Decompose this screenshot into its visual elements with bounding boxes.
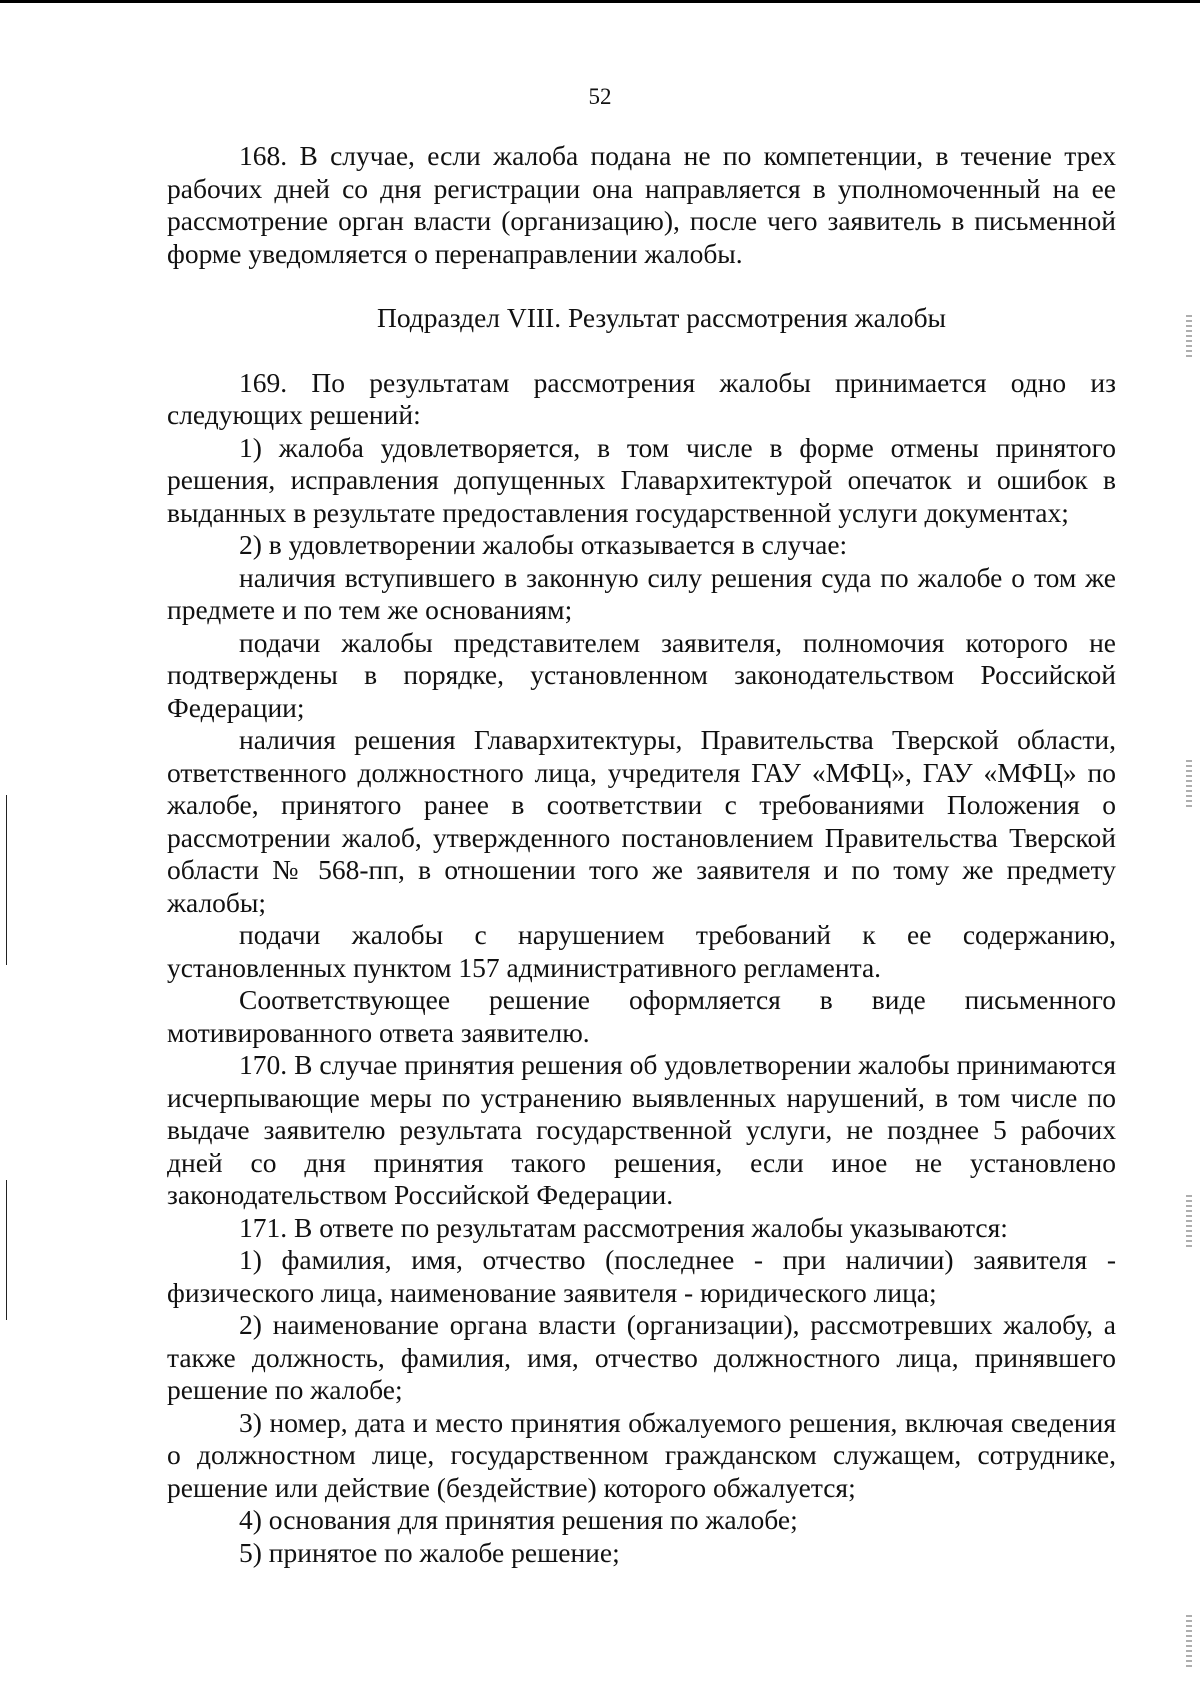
scan-artifact-right <box>1186 315 1192 360</box>
list-item: 4) основания для принятия решения по жалобе; <box>239 1504 798 1535</box>
paragraph-169: 169. По результатам рассмотрения жалобы принимается одно из следующих решений: <box>167 366 1116 430</box>
scan-top-edge <box>0 0 1200 3</box>
list-item: наличия решения Главархитектуры, Правительства Тверской области, ответственного должностного лица, учредителя ГАУ «МФЦ», ГАУ «МФЦ» по жалобе, принятого ранее в соответствии с требованиями Положения о рассмотрении жалоб, утвержденного постановлением Правительства Тверской области № 568-пп, в отношении того же заявителя и по тому же предмету жалобы; <box>167 724 1116 918</box>
list-item: 5) принятое по жалобе решение; <box>239 1536 620 1568</box>
scan-artifact-right <box>1186 760 1192 810</box>
list-item: подачи жалобы представителем заявителя, полномочия которого не подтверждены в порядке, установленном законодательством Российской Федерации; <box>167 626 1116 723</box>
scan-artifact-left <box>6 1180 7 1320</box>
paragraph-168: 168. В случае, если жалоба подана не по компетенции, в течение трех рабочих дней со дня регистрации она направляется в уполномоченный на ее рассмотрение орган власти (организацию), после чего заявитель в письменной форме уведомляется о перенаправлении жалобы. <box>167 140 1116 269</box>
paragraph: Соответствующее решение оформляется в виде письменного мотивированного ответа заявителю. <box>167 984 1116 1048</box>
scan-artifact-right <box>1186 1195 1192 1250</box>
document-body <box>167 140 1116 1569</box>
scan-artifact-left <box>6 795 7 965</box>
list-item: наличия вступившего в законную силу решения суда по жалобе о том же предмете и по тем же основаниям; <box>167 561 1116 625</box>
subsection-heading: Подраздел VIII. Результат рассмотрения жалобы <box>376 302 947 333</box>
list-item: 1) жалоба удовлетворяется, в том числе в форме отмены принятого решения, исправления допущенных Главархитектурой опечаток и ошибок в выданных в результате предоставления государственной услуги документах; <box>167 431 1116 528</box>
list-item: 2) в удовлетворении жалобы отказывается в случае: <box>239 529 848 560</box>
list-item: 3) номер, дата и место принятия обжалуемого решения, включая сведения о должностном лице, государственном гражданском служащем, сотруднике, решение или действие (бездействие) которого обжалуется; <box>167 1406 1116 1503</box>
list-item: подачи жалобы с нарушением требований к ее содержанию, установленных пунктом 157 административного регламента. <box>167 919 1116 983</box>
scan-artifact-right <box>1186 1615 1192 1670</box>
paragraph-170: 170. В случае принятия решения об удовлетворении жалобы принимаются исчерпывающие меры по устранению выявленных нарушений, в том числе по выдаче заявителю результата государственной услуги, не позднее 5 рабочих дней со дня принятия такого решения, если иное не установлено законодательством Российской Федерации. <box>167 1049 1116 1210</box>
paragraph-171: 171. В ответе по результатам рассмотрения жалобы указываются: <box>239 1211 1008 1243</box>
list-item: 2) наименование органа власти (организации), рассмотревших жалобу, а также должность, фамилия, имя, отчество должностного лица, принявшего решение по жалобе; <box>167 1309 1116 1405</box>
page-number: 52 <box>588 84 612 109</box>
list-item: 1) фамилия, имя, отчество (последнее - при наличии) заявителя - физического лица, наименование заявителя - юридического лица; <box>167 1244 1116 1308</box>
